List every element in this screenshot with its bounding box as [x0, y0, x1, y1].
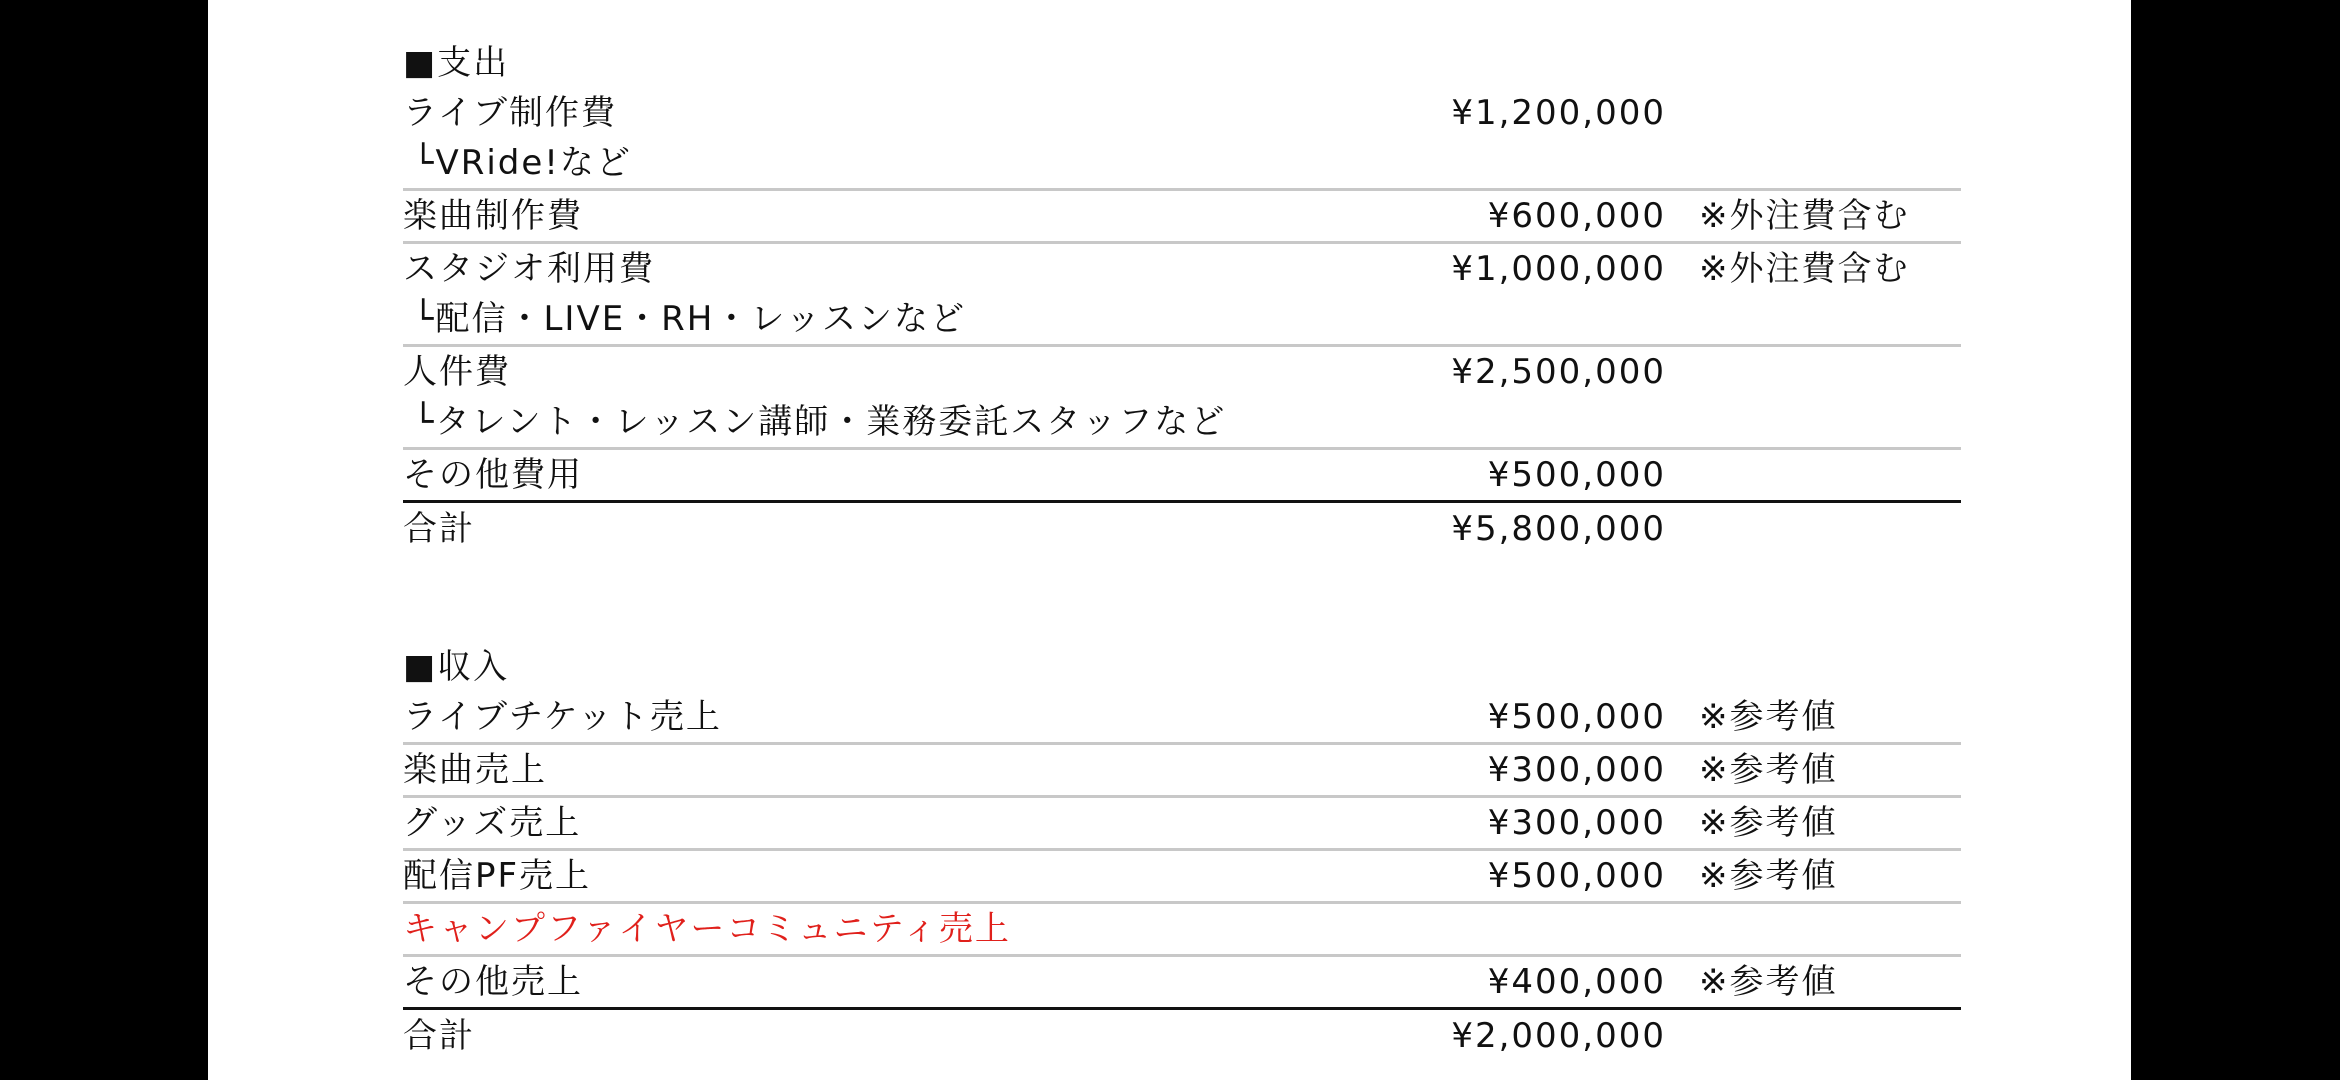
income-amount: ¥400,000 — [1487, 962, 1666, 1002]
expense-row — [403, 347, 1961, 450]
income-row — [403, 957, 1961, 1010]
expense-amount: ¥1,000,000 — [1451, 249, 1666, 289]
income-label: 楽曲売上 — [403, 750, 547, 790]
income-row — [403, 745, 1961, 798]
expense-row — [403, 88, 1961, 191]
expense-sub-label: └VRide!など — [413, 143, 632, 183]
income-amount: ¥300,000 — [1487, 803, 1666, 843]
expense-row — [403, 191, 1961, 244]
expense-amount: ¥1,200,000 — [1451, 93, 1666, 133]
expense-label: ライブ制作費 — [403, 93, 617, 133]
income-note: ※参考値 — [1699, 962, 1838, 1002]
income-note: ※参考値 — [1699, 803, 1838, 843]
income-label: ライブチケット売上 — [403, 697, 722, 737]
expense-sub-label: └タレント・レッスン講師・業務委託スタッフなど — [413, 402, 1227, 442]
income-total-label: 合計 — [403, 1016, 475, 1056]
expense-amount: ¥500,000 — [1487, 455, 1666, 495]
income-label: グッズ売上 — [403, 803, 582, 843]
expense-amount: ¥2,500,000 — [1451, 352, 1666, 392]
expenses-total-label: 合計 — [403, 509, 475, 549]
income-amount: ¥500,000 — [1487, 697, 1666, 737]
income-total-row — [403, 1010, 1961, 1062]
expenses-total-row — [403, 503, 1961, 555]
income-title: ■収入 — [403, 647, 510, 687]
income-note: ※参考値 — [1699, 856, 1838, 896]
income-label: 配信PF売上 — [403, 856, 592, 896]
income-row — [403, 692, 1961, 745]
expense-row — [403, 244, 1961, 347]
income-total-amount: ¥2,000,000 — [1451, 1016, 1666, 1056]
income-row — [403, 851, 1961, 904]
expense-amount: ¥600,000 — [1487, 196, 1666, 236]
income-section — [403, 642, 1961, 1062]
income-note: ※参考値 — [1699, 697, 1838, 737]
income-amount: ¥500,000 — [1487, 856, 1666, 896]
income-note: ※参考値 — [1699, 750, 1838, 790]
income-label-highlighted: キャンプファイヤーコミュニティ売上 — [403, 909, 1011, 949]
expense-note: ※外注費含む — [1699, 196, 1910, 236]
expense-sub-label: └配信・LIVE・RH・レッスンなど — [413, 299, 967, 339]
expenses-total-amount: ¥5,800,000 — [1451, 509, 1666, 549]
income-amount: ¥300,000 — [1487, 750, 1666, 790]
expenses-section — [403, 38, 1961, 555]
income-label: その他売上 — [403, 962, 583, 1002]
document-page — [208, 0, 2131, 1080]
expense-label: 人件費 — [403, 352, 511, 392]
expense-row — [403, 450, 1961, 503]
income-row-highlighted — [403, 904, 1961, 957]
expense-label: 楽曲制作費 — [403, 196, 583, 236]
expenses-title: ■支出 — [403, 43, 510, 83]
expense-note: ※外注費含む — [1699, 249, 1910, 289]
expense-label: スタジオ利用費 — [403, 249, 655, 289]
expense-label: その他費用 — [403, 455, 583, 495]
income-row — [403, 798, 1961, 851]
